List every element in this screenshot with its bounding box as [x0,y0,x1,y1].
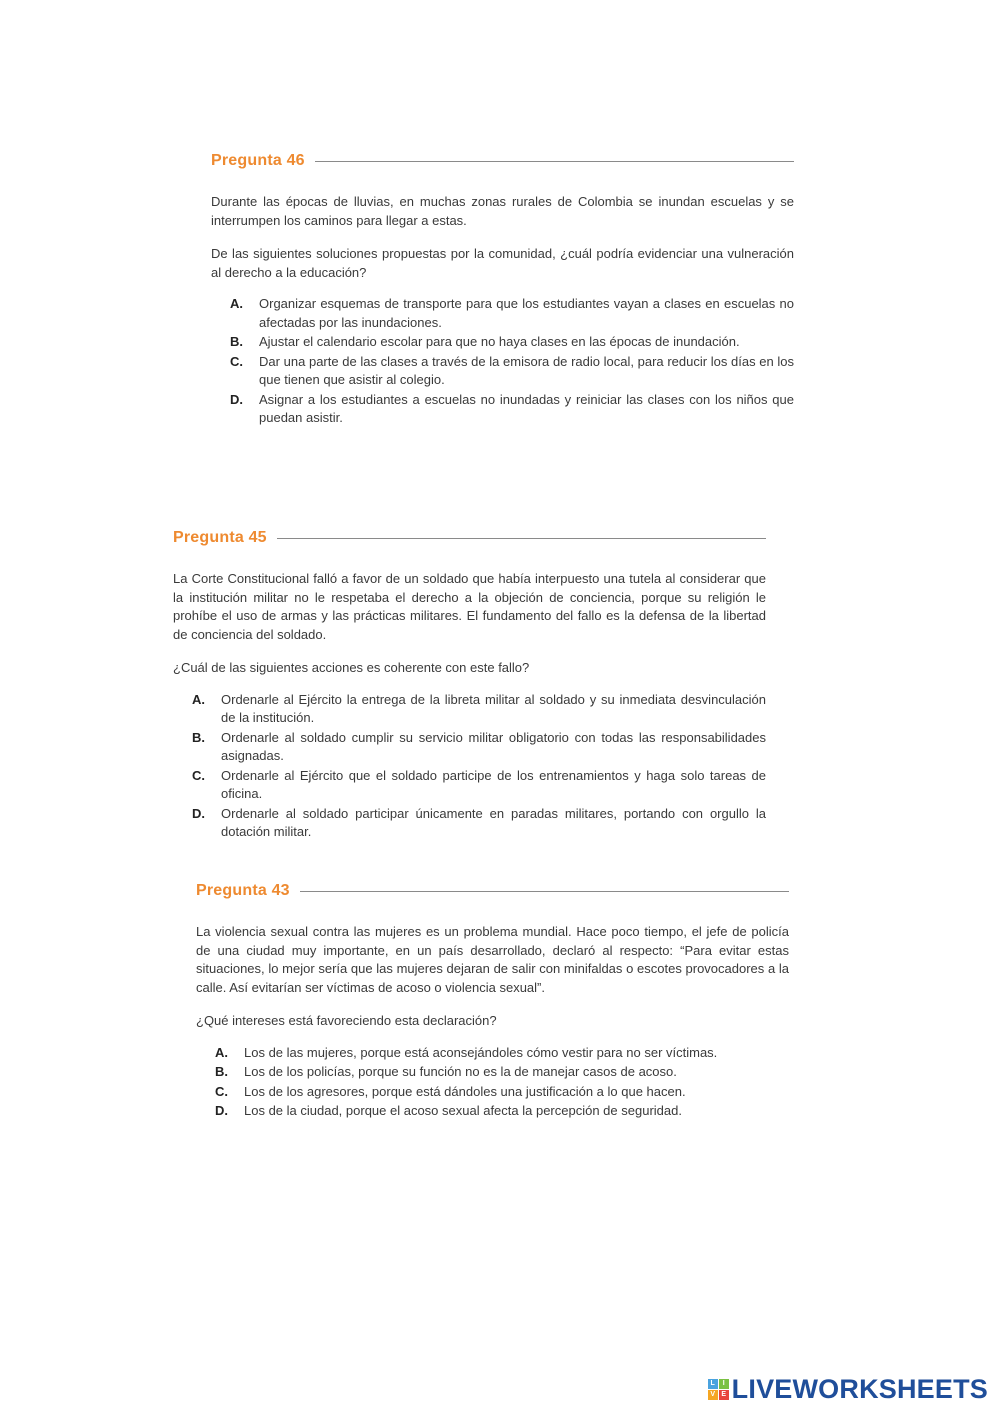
header-rule [277,538,766,539]
answer-options [230,295,794,428]
option-a[interactable] [215,1044,789,1063]
option-letter: A. [215,1044,228,1060]
logo-mark-icon [708,1379,729,1400]
question-header [211,150,794,172]
option-text: Dar una parte de las clases a través de la emisora de radio local, para reducir los días en los que tienen que asistir al colegio. [259,353,794,387]
option-letter: D. [230,391,243,407]
question-prompt: ¿Cuál de las siguientes acciones es coherente con este fallo? [173,660,530,675]
option-c[interactable] [230,353,794,390]
question-prompt: ¿Qué intereses está favoreciendo esta declaración? [196,1013,497,1028]
question-header [173,527,766,549]
option-a[interactable] [192,691,766,728]
header-rule [300,891,789,892]
answer-options [215,1044,789,1121]
option-d[interactable] [215,1102,789,1121]
question-45 [173,527,766,843]
option-text: Los de las mujeres, porque está aconsejándoles cómo vestir para no ser víctimas. [244,1044,718,1060]
option-c[interactable] [192,767,766,804]
logo-mark-tile: L [708,1379,718,1389]
question-46 [211,150,794,429]
question-context: La Corte Constitucional falló a favor de un soldado que había interpuesto una tutela al considerar que la institución militar no le respetaba el derecho a la objeción de conciencia, porque su religión le prohíbe el uso de armas y las prácticas militares. El fundamento del fallo es la defensa de la libertad de conciencia del soldado. [173,571,766,642]
question-prompt: De las siguientes soluciones propuestas por la comunidad, ¿cuál podría evidenciar una vulneración al derecho a la educación? [211,246,794,280]
option-letter: C. [192,767,205,783]
option-letter: D. [215,1103,228,1118]
option-d[interactable] [230,391,794,428]
option-b[interactable] [230,333,794,352]
option-letter: A. [230,296,243,311]
logo-mark-tile: V [708,1390,718,1400]
option-text: Ordenarle al soldado cumplir su servicio militar obligatorio con todas las responsabilidades asignadas. [221,729,766,763]
option-letter: D. [192,805,205,821]
option-text: Ordenarle al soldado participar únicamente en paradas militares, portando con orgullo la dotación militar. [221,805,766,839]
logo-mark-tile: I [719,1379,729,1389]
option-a[interactable] [230,295,794,332]
option-text: Ordenarle al Ejército que el soldado participe de los entrenamientos y haga solo tareas de oficina. [221,767,766,801]
question-context: Durante las épocas de lluvias, en muchas zonas rurales de Colombia se inundan escuelas y se interrumpen los caminos para llegar a estas. [211,194,794,228]
option-c[interactable] [215,1083,789,1102]
option-letter: B. [230,334,243,349]
option-text: Ordenarle al Ejército la entrega de la libreta militar al soldado y su inmediata desvinculación de la institución. [221,691,766,725]
question-context: La violencia sexual contra las mujeres es un problema mundial. Hace poco tiempo, el jefe de policía de una ciudad muy importante, en un país desarrollado, declaró al respecto: “Para evitar estas situaciones, lo mejor sería que las mujeres dejaran de salir con minifaldas o escotes provocadores a la calle. Así evitarían ser víctimas de acoso o violencia sexual”. [196,924,789,995]
option-letter: B. [192,729,205,745]
option-text: Asignar a los estudiantes a escuelas no inundadas y reiniciar las clases con los niños que puedan asistir. [259,391,794,425]
question-title: Pregunta 45 [173,529,267,546]
option-letter: B. [215,1064,228,1079]
option-letter: C. [215,1083,228,1099]
question-header [196,880,789,902]
option-text: Ajustar el calendario escolar para que no haya clases en las épocas de inundación. [259,334,740,349]
header-rule [315,161,794,162]
option-letter: A. [192,691,205,707]
option-text: Organizar esquemas de transporte para que los estudiantes vayan a clases en escuelas no afectadas por las inundaciones. [259,296,794,330]
option-b[interactable] [192,729,766,766]
liveworksheets-logo[interactable] [708,1374,988,1404]
option-letter: C. [230,353,243,369]
answer-options [192,691,766,842]
logo-mark-tile: E [719,1390,729,1400]
option-text: Los de la ciudad, porque el acoso sexual afecta la percepción de seguridad. [244,1103,682,1118]
logo-text: LIVEWORKSHEETS [731,1374,988,1404]
question-title: Pregunta 46 [211,152,305,169]
question-title: Pregunta 43 [196,882,290,899]
option-text: Los de los agresores, porque está dándoles una justificación a lo que hacen. [244,1083,686,1099]
option-b[interactable] [215,1063,789,1082]
question-43 [196,880,789,1122]
option-d[interactable] [192,805,766,842]
option-text: Los de los policías, porque su función no es la de manejar casos de acoso. [244,1064,677,1079]
